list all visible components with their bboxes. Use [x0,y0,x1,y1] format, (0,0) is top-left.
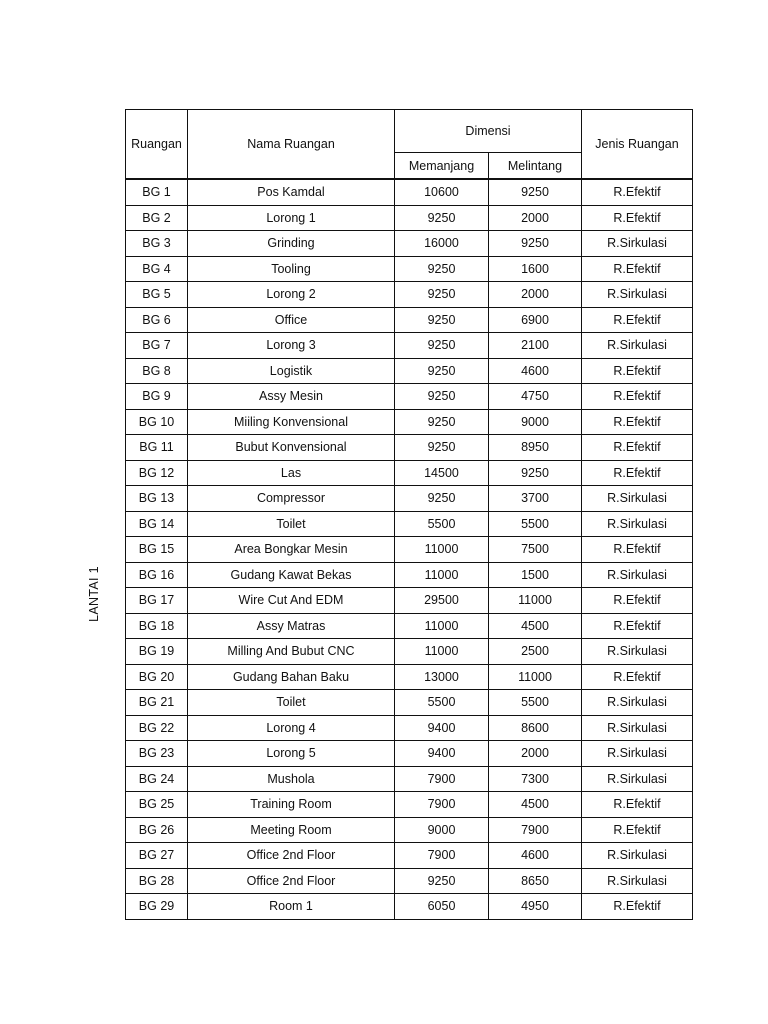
room-name-cell: Lorong 3 [188,333,395,359]
memanjang-cell: 7900 [395,792,489,818]
table-row [126,256,693,282]
melintang-cell: 4750 [489,384,582,410]
room-type-cell: R.Sirkulasi [582,741,693,767]
memanjang-cell: 11000 [395,613,489,639]
table-row [126,894,693,920]
room-type-cell: R.Efektif [582,256,693,282]
melintang-cell: 9250 [489,231,582,257]
room-type-cell: R.Sirkulasi [582,868,693,894]
memanjang-cell: 11000 [395,562,489,588]
room-code-cell: BG 19 [126,639,188,665]
memanjang-cell: 9250 [395,435,489,461]
room-code-cell: BG 17 [126,588,188,614]
memanjang-cell: 7900 [395,766,489,792]
melintang-cell: 4600 [489,358,582,384]
memanjang-cell: 9250 [395,384,489,410]
header-nama-ruangan: Nama Ruangan [188,110,395,180]
memanjang-cell: 9000 [395,817,489,843]
room-code-cell: BG 1 [126,179,188,205]
melintang-cell: 9250 [489,179,582,205]
melintang-cell: 2000 [489,205,582,231]
melintang-cell: 1600 [489,256,582,282]
room-type-cell: R.Efektif [582,384,693,410]
table-body [126,179,693,919]
table-row [126,511,693,537]
room-name-cell: Office 2nd Floor [188,868,395,894]
memanjang-cell: 5500 [395,690,489,716]
table-row [126,868,693,894]
melintang-cell: 7900 [489,817,582,843]
table-row [126,613,693,639]
room-code-cell: BG 12 [126,460,188,486]
melintang-cell: 4500 [489,613,582,639]
memanjang-cell: 9250 [395,256,489,282]
table-row [126,282,693,308]
room-name-cell: Compressor [188,486,395,512]
room-code-cell: BG 21 [126,690,188,716]
table-row [126,231,693,257]
room-type-cell: R.Efektif [582,664,693,690]
room-name-cell: Mushola [188,766,395,792]
room-code-cell: BG 25 [126,792,188,818]
melintang-cell: 4500 [489,792,582,818]
header-jenis-ruangan: Jenis Ruangan [582,110,693,180]
room-name-cell: Assy Matras [188,613,395,639]
room-name-cell: Lorong 5 [188,741,395,767]
table-row [126,664,693,690]
room-code-cell: BG 22 [126,715,188,741]
room-name-cell: Bubut Konvensional [188,435,395,461]
melintang-cell: 9000 [489,409,582,435]
table-row [126,460,693,486]
header-ruangan: Ruangan [126,110,188,180]
room-type-cell: R.Efektif [582,179,693,205]
room-name-cell: Lorong 4 [188,715,395,741]
room-name-cell: Tooling [188,256,395,282]
room-type-cell: R.Efektif [582,613,693,639]
room-name-cell: Room 1 [188,894,395,920]
table-row [126,333,693,359]
room-dimension-table [125,109,693,920]
room-code-cell: BG 9 [126,384,188,410]
room-name-cell: Area Bongkar Mesin [188,537,395,563]
melintang-cell: 8950 [489,435,582,461]
memanjang-cell: 11000 [395,537,489,563]
room-type-cell: R.Sirkulasi [582,486,693,512]
table-row [126,792,693,818]
room-name-cell: Pos Kamdal [188,179,395,205]
melintang-cell: 9250 [489,460,582,486]
header-dimensi: Dimensi [395,110,582,153]
room-type-cell: R.Sirkulasi [582,282,693,308]
memanjang-cell: 5500 [395,511,489,537]
room-code-cell: BG 26 [126,817,188,843]
memanjang-cell: 9250 [395,486,489,512]
memanjang-cell: 6050 [395,894,489,920]
room-name-cell: Wire Cut And EDM [188,588,395,614]
memanjang-cell: 16000 [395,231,489,257]
memanjang-cell: 9250 [395,282,489,308]
melintang-cell: 2000 [489,741,582,767]
table-row [126,307,693,333]
room-code-cell: BG 2 [126,205,188,231]
melintang-cell: 1500 [489,562,582,588]
room-code-cell: BG 29 [126,894,188,920]
room-code-cell: BG 3 [126,231,188,257]
melintang-cell: 8600 [489,715,582,741]
room-code-cell: BG 14 [126,511,188,537]
table-row [126,817,693,843]
room-name-cell: Logistik [188,358,395,384]
room-name-cell: Training Room [188,792,395,818]
memanjang-cell: 10600 [395,179,489,205]
room-name-cell: Office [188,307,395,333]
memanjang-cell: 9250 [395,333,489,359]
room-code-cell: BG 11 [126,435,188,461]
memanjang-cell: 11000 [395,639,489,665]
room-code-cell: BG 27 [126,843,188,869]
melintang-cell: 7500 [489,537,582,563]
table-row [126,715,693,741]
room-type-cell: R.Sirkulasi [582,562,693,588]
room-name-cell: Miiling Konvensional [188,409,395,435]
room-type-cell: R.Efektif [582,460,693,486]
melintang-cell: 4950 [489,894,582,920]
memanjang-cell: 13000 [395,664,489,690]
melintang-cell: 11000 [489,588,582,614]
room-type-cell: R.Sirkulasi [582,766,693,792]
room-code-cell: BG 6 [126,307,188,333]
table-row [126,690,693,716]
memanjang-cell: 29500 [395,588,489,614]
table-row [126,409,693,435]
melintang-cell: 5500 [489,511,582,537]
room-name-cell: Assy Mesin [188,384,395,410]
memanjang-cell: 14500 [395,460,489,486]
memanjang-cell: 9250 [395,868,489,894]
melintang-cell: 4600 [489,843,582,869]
room-type-cell: R.Efektif [582,435,693,461]
room-code-cell: BG 7 [126,333,188,359]
room-type-cell: R.Efektif [582,817,693,843]
table-row [126,537,693,563]
table-row [126,384,693,410]
melintang-cell: 11000 [489,664,582,690]
table-row [126,562,693,588]
room-code-cell: BG 16 [126,562,188,588]
room-name-cell: Meeting Room [188,817,395,843]
room-type-cell: R.Sirkulasi [582,333,693,359]
table-row [126,741,693,767]
room-name-cell: Lorong 1 [188,205,395,231]
room-type-cell: R.Efektif [582,792,693,818]
melintang-cell: 6900 [489,307,582,333]
melintang-cell: 2100 [489,333,582,359]
room-type-cell: R.Sirkulasi [582,511,693,537]
room-type-cell: R.Efektif [582,537,693,563]
room-name-cell: Milling And Bubut CNC [188,639,395,665]
room-type-cell: R.Sirkulasi [582,231,693,257]
room-code-cell: BG 24 [126,766,188,792]
room-type-cell: R.Sirkulasi [582,639,693,665]
room-type-cell: R.Efektif [582,307,693,333]
room-type-cell: R.Sirkulasi [582,843,693,869]
room-name-cell: Las [188,460,395,486]
melintang-cell: 2500 [489,639,582,665]
table-row [126,766,693,792]
room-code-cell: BG 4 [126,256,188,282]
melintang-cell: 8650 [489,868,582,894]
memanjang-cell: 9250 [395,205,489,231]
memanjang-cell: 9250 [395,358,489,384]
room-name-cell: Lorong 2 [188,282,395,308]
table-row [126,358,693,384]
room-code-cell: BG 28 [126,868,188,894]
memanjang-cell: 9250 [395,409,489,435]
melintang-cell: 2000 [489,282,582,308]
melintang-cell: 3700 [489,486,582,512]
room-type-cell: R.Sirkulasi [582,715,693,741]
room-type-cell: R.Sirkulasi [582,690,693,716]
memanjang-cell: 9400 [395,715,489,741]
memanjang-cell: 7900 [395,843,489,869]
table-row [126,843,693,869]
header-memanjang: Memanjang [395,153,489,180]
table-row [126,639,693,665]
room-name-cell: Grinding [188,231,395,257]
memanjang-cell: 9250 [395,307,489,333]
memanjang-cell: 9400 [395,741,489,767]
room-code-cell: BG 10 [126,409,188,435]
table-row [126,435,693,461]
melintang-cell: 7300 [489,766,582,792]
floor-label: LANTAI 1 [87,566,101,622]
room-name-cell: Gudang Bahan Baku [188,664,395,690]
room-code-cell: BG 23 [126,741,188,767]
room-type-cell: R.Efektif [582,205,693,231]
table-row [126,179,693,205]
room-code-cell: BG 20 [126,664,188,690]
room-name-cell: Office 2nd Floor [188,843,395,869]
room-type-cell: R.Efektif [582,894,693,920]
table-row [126,588,693,614]
room-code-cell: BG 15 [126,537,188,563]
room-code-cell: BG 18 [126,613,188,639]
room-type-cell: R.Efektif [582,409,693,435]
room-code-cell: BG 8 [126,358,188,384]
room-code-cell: BG 13 [126,486,188,512]
room-code-cell: BG 5 [126,282,188,308]
room-type-cell: R.Efektif [582,588,693,614]
room-name-cell: Gudang Kawat Bekas [188,562,395,588]
room-type-cell: R.Efektif [582,358,693,384]
header-melintang: Melintang [489,153,582,180]
table-row [126,486,693,512]
table-row [126,205,693,231]
room-name-cell: Toilet [188,511,395,537]
melintang-cell: 5500 [489,690,582,716]
room-name-cell: Toilet [188,690,395,716]
